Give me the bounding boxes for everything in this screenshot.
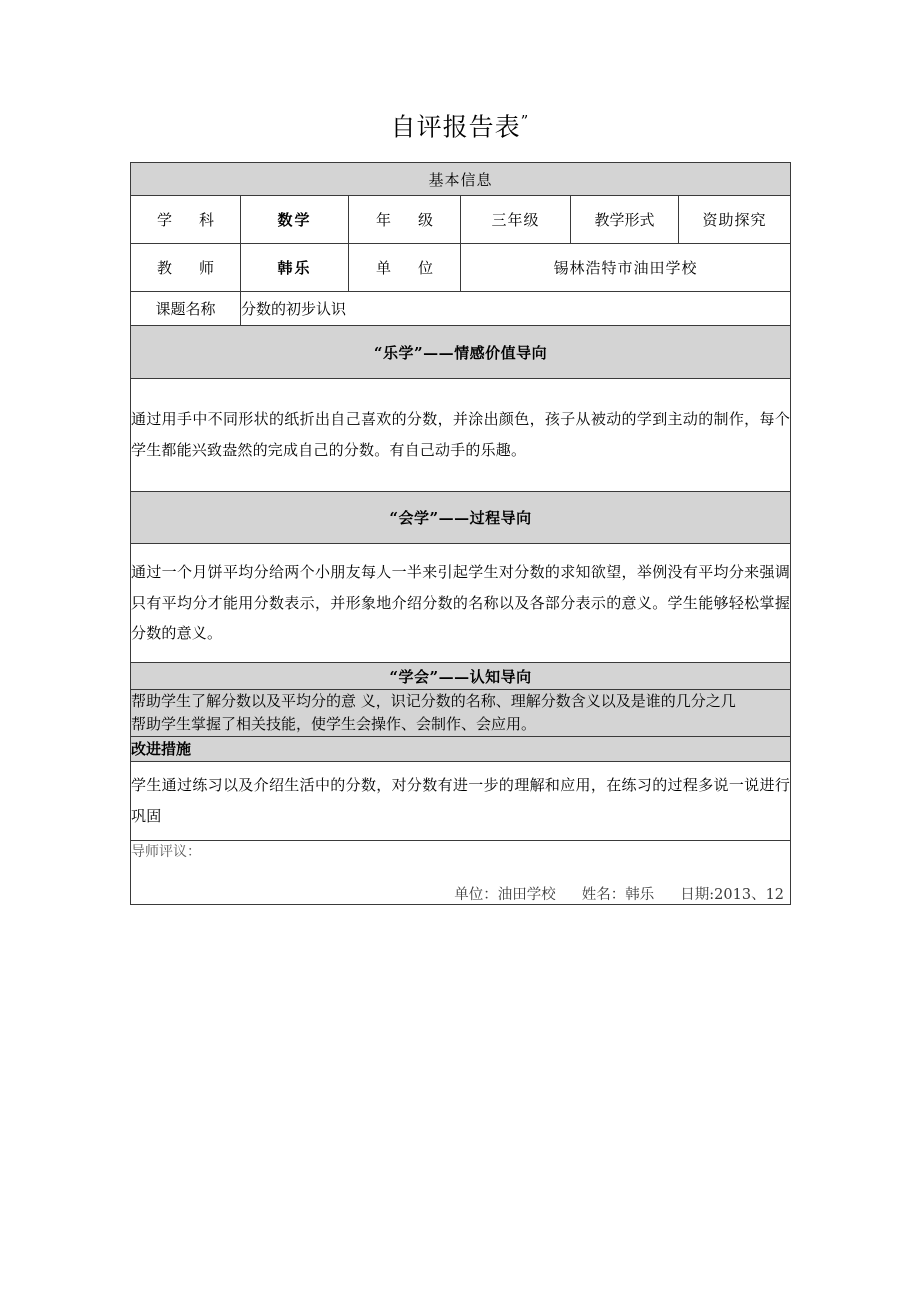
section-huixue-body: 通过一个月饼平均分给两个小朋友每人一半来引起学生对分数的求知欲望，举例没有平均分来强调只有平均分才能用分数表示，并形象地介绍分数的名称以及各部分表示的意义。学生能够轻松掌握分数的意义。: [131, 544, 791, 663]
mentor-review-label: 导师评议：: [131, 843, 201, 860]
grade-label: 年 级: [349, 196, 461, 244]
self-evaluation-table: [130, 162, 791, 905]
teacher-value: 韩乐: [241, 244, 349, 292]
teaching-form-label: 教学形式: [571, 196, 679, 244]
signature-unit: 单位：油田学校: [454, 886, 556, 903]
section-huixue-body-row: [131, 544, 791, 663]
page-title: [0, 112, 920, 142]
unit-value: 锡林浩特市油田学校: [461, 244, 791, 292]
table-row: [131, 196, 791, 244]
section-xuehui-banner: “学会”——认知导向: [131, 663, 791, 690]
section-lexue-body: 通过用手中不同形状的纸折出自己喜欢的分数，并涂出颜色，孩子从被动的学到主动的制作，每个学生都能兴致盎然的完成自己的分数。有自己动手的乐趣。: [131, 379, 791, 492]
measures-body-row: [131, 761, 791, 840]
subject-label: 学 科: [131, 196, 241, 244]
signature-line: [131, 883, 790, 904]
signature-name: 姓名：韩乐: [581, 886, 655, 903]
subject-value: 数学: [241, 196, 349, 244]
basic-info-header-row: [131, 163, 791, 196]
section-lexue-body-row: [131, 379, 791, 492]
topic-label: 课题名称: [131, 292, 241, 326]
measures-body: 学生通过练习以及介绍生活中的分数，对分数有进一步的理解和应用，在练习的过程多说一说进行巩固: [131, 761, 791, 840]
mentor-review-row: [131, 840, 791, 904]
topic-value: 分数的初步认识: [241, 292, 791, 326]
teacher-label: 教 师: [131, 244, 241, 292]
measures-header-row: [131, 736, 791, 761]
topic-row: [131, 292, 791, 326]
signature-date: 日期:2013、12: [680, 886, 785, 903]
section-xuehui-body: [131, 690, 791, 737]
basic-info-header: 基本信息: [131, 163, 791, 196]
section-huixue-banner: “会学”——过程导向: [131, 492, 791, 544]
mentor-review-cell: [131, 840, 791, 904]
unit-label: 单 位: [349, 244, 461, 292]
grade-value: 三年级: [461, 196, 571, 244]
page-title-text: 自评报告表: [390, 112, 521, 142]
section-lexue-banner: “乐学”——情感价值导向: [131, 326, 791, 379]
section-xuehui-body-line-1: 帮助学生了解分数以及平均分的意 义，识记分数的名称、理解分数含义以及是谁的几分之几: [131, 692, 736, 710]
page-title-quote-mark: ”: [520, 112, 530, 130]
section-huixue-banner-row: [131, 492, 791, 544]
teaching-form-value: 资助探究: [679, 196, 791, 244]
section-xuehui-banner-row: [131, 663, 791, 690]
table-row: [131, 244, 791, 292]
section-xuehui-body-line-2: 帮助学生掌握了相关技能，使学生会操作、会制作、会应用。: [131, 714, 537, 733]
measures-header: 改进措施: [131, 736, 791, 761]
section-xuehui-body-row: [131, 690, 791, 737]
section-lexue-banner-row: [131, 326, 791, 379]
